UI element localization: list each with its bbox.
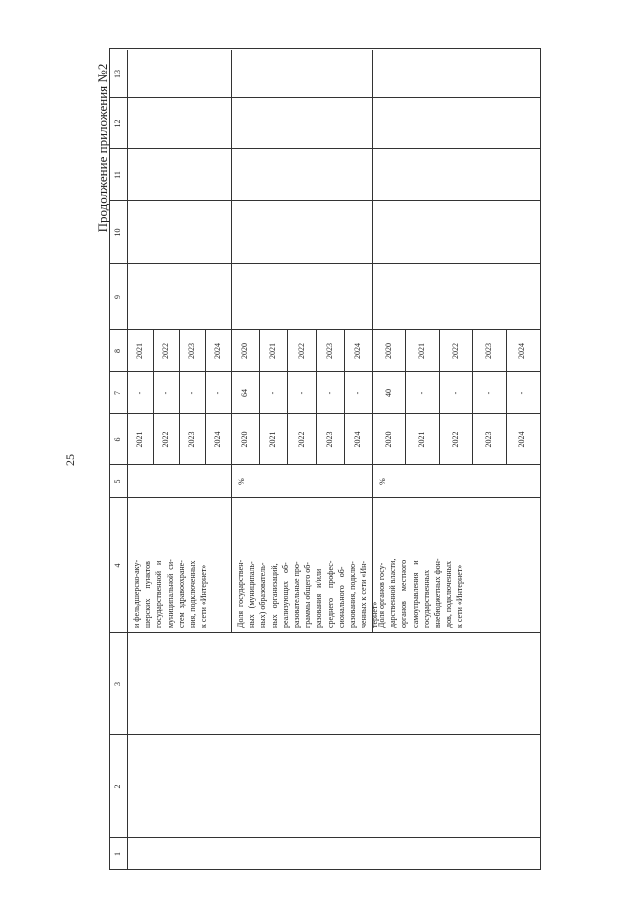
column-divider <box>109 263 541 264</box>
target-year-cell: 2023 <box>187 343 196 359</box>
column-number: 11 <box>113 171 122 179</box>
indicator-text-line: среднего профес- <box>325 560 335 628</box>
indicator-text-line: разовательные про- <box>292 561 301 628</box>
year-cell: 2021 <box>135 431 144 448</box>
year-cell: 2021 <box>417 431 427 448</box>
indicator-text-line: к сети «Интернет» <box>455 564 465 628</box>
column-number: 10 <box>113 228 122 237</box>
subrow-divider thin <box>153 330 154 465</box>
subrow-divider thin <box>205 330 206 465</box>
indicator-text-line: ния, подключенных <box>188 560 197 628</box>
target-year-cell: 2023 <box>483 343 493 359</box>
year-cell: 2024 <box>213 431 222 448</box>
column-divider <box>109 734 541 735</box>
indicator-text-line: муниципальной си- <box>165 559 175 628</box>
column-divider <box>109 837 541 838</box>
column-number: 9 <box>113 295 122 299</box>
column-divider <box>109 97 541 98</box>
year-cell: 2024 <box>352 431 362 448</box>
column-number: 1 <box>113 852 122 856</box>
indicator-text-line: шерских пунктов <box>143 561 153 628</box>
column-number: 12 <box>113 119 122 128</box>
value-cell: 40 <box>383 389 393 397</box>
column-divider <box>109 497 541 498</box>
value-cell: - <box>450 391 460 395</box>
subrow-divider thin <box>287 330 288 465</box>
value-cell: - <box>161 391 170 395</box>
column-number: 3 <box>113 682 122 686</box>
unit-cell: % <box>378 478 387 485</box>
indicator-text-line: и фельдшерско-аку- <box>132 559 141 628</box>
subrow-divider thin <box>472 330 473 465</box>
indicator-text-line: ных (муниципаль- <box>247 561 257 628</box>
indicator-text-line: сионального об- <box>336 566 346 628</box>
value-cell: - <box>417 391 427 395</box>
subrow-divider thin <box>506 330 507 465</box>
column-divider <box>109 148 541 149</box>
target-year-cell: 2024 <box>352 343 362 359</box>
indicator-text-line: разования и/или <box>314 568 324 628</box>
year-cell: 2022 <box>450 431 460 448</box>
target-year-cell: 2023 <box>324 343 334 359</box>
year-cell: 2020 <box>383 431 393 448</box>
year-cell: 2023 <box>483 431 493 448</box>
indicator-text-line: ных) образователь- <box>258 562 268 628</box>
page-number: 25 <box>63 454 77 466</box>
indicator-text-line: тернет» <box>370 601 380 628</box>
value-cell: - <box>483 391 493 395</box>
target-year-cell: 2024 <box>213 343 222 359</box>
indicator-text-line: разования, подклю- <box>348 561 357 628</box>
target-year-cell: 2022 <box>450 343 460 359</box>
column-number: 2 <box>113 784 122 789</box>
column-divider <box>109 632 541 633</box>
indicator-text-line: дов, подключенных <box>444 560 454 628</box>
subrow-divider thin <box>316 330 317 465</box>
value-cell: - <box>352 391 362 395</box>
value-cell: 64 <box>240 389 250 397</box>
unit-cell: % <box>237 478 246 485</box>
indicator-text-line: ных организаций, <box>269 563 279 628</box>
target-year-cell: 2022 <box>161 343 170 359</box>
indicator-text-line: государственных <box>421 569 431 628</box>
year-cell: 2023 <box>324 431 334 448</box>
indicator-text-line: государственной и <box>154 560 164 628</box>
target-year-cell: 2021 <box>135 343 144 359</box>
value-cell: - <box>135 391 144 395</box>
subrow-divider thin <box>179 330 180 465</box>
subrow-divider thin <box>344 330 345 465</box>
year-cell: 2022 <box>161 431 170 448</box>
indicator-text-line: органов местного <box>399 559 409 628</box>
indicator-text-line: Доля органов госу- <box>377 562 386 628</box>
value-cell: - <box>296 391 306 395</box>
indicator-text-line: стем здравоохране- <box>176 560 186 628</box>
value-cell: - <box>324 391 334 395</box>
indicator-text-line: реализующих об- <box>280 562 290 628</box>
year-cell: 2023 <box>187 431 196 448</box>
column-number: 4 <box>113 563 122 568</box>
rotated-table <box>109 48 541 870</box>
column-divider <box>109 200 541 201</box>
column-number: 6 <box>113 437 122 442</box>
value-cell: - <box>268 391 278 395</box>
indicator-text-line: Доля государствен- <box>236 559 245 628</box>
column-number: 8 <box>113 349 122 353</box>
subrow-divider thin <box>439 330 440 465</box>
year-cell: 2022 <box>296 431 306 448</box>
appendix-caption: Продолжение приложения №2 <box>95 63 110 233</box>
year-cell: 2024 <box>517 431 527 448</box>
value-cell: - <box>517 391 527 395</box>
indicator-text-line: ченных к сети «Ин- <box>359 560 369 628</box>
row-divider <box>231 50 232 633</box>
column-number: 5 <box>113 479 122 484</box>
indicator-text-line: к сети «Интернет» <box>199 564 209 628</box>
header-divider <box>127 50 128 870</box>
column-number: 13 <box>113 70 122 78</box>
target-year-cell: 2020 <box>240 343 250 359</box>
row-divider <box>372 50 373 633</box>
year-cell: 2020 <box>240 431 250 448</box>
value-cell: - <box>213 391 222 395</box>
indicator-text-line: дарственной власти, <box>388 558 398 628</box>
indicator-text-line: граммы общего об- <box>303 562 313 628</box>
target-year-cell: 2022 <box>296 343 306 359</box>
target-year-cell: 2021 <box>417 343 427 359</box>
subrow-divider thin <box>405 330 406 465</box>
target-year-cell: 2024 <box>517 343 527 359</box>
subrow-divider thin <box>259 330 260 465</box>
target-year-cell: 2021 <box>268 343 278 359</box>
value-cell: - <box>187 391 196 395</box>
indicator-text-line: самоуправления и <box>410 560 420 628</box>
year-cell: 2021 <box>268 431 278 448</box>
indicator-text-line: внебюджетных фон- <box>433 558 442 628</box>
column-number: 7 <box>113 391 122 395</box>
target-year-cell: 2020 <box>383 343 393 359</box>
